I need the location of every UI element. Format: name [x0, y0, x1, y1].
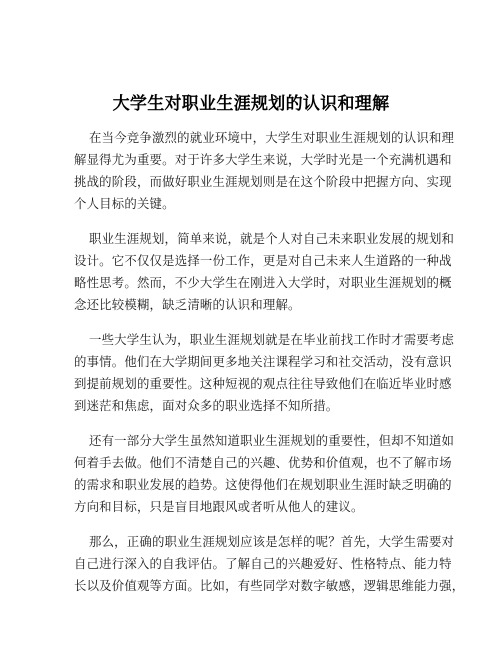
paragraph-line: 长以及价值观等方面。比如，有些同学对数字敏感，逻辑思维能力强， — [74, 578, 465, 593]
paragraph-line: 挑战的阶段，而做好职业生涯规划则是在这个阶段中把握方向、实现 — [74, 174, 452, 189]
paragraph-line: 自己进行深入的自我评估。了解自己的兴趣爱好、性格特点、能力特 — [74, 556, 452, 571]
paragraph-5 — [74, 531, 465, 597]
paragraph-3 — [74, 329, 455, 417]
paragraph-1 — [74, 127, 455, 215]
paragraph-line: 到迷茫和焦虑，面对众多的职业选择不知所措。 — [74, 398, 339, 413]
paragraph-4 — [74, 430, 455, 518]
paragraph-line: 略性思考。然而，不少大学生在刚进入大学时，对职业生涯规划的概 — [74, 275, 452, 290]
paragraph-line: 还有一部分大学生虽然知道职业生涯规划的重要性，但却不知道如 — [89, 433, 455, 448]
paragraph-line: 到提前规划的重要性。这种短视的观点往往导致他们在临近毕业时感 — [74, 376, 452, 391]
paragraph-line: 职业生涯规划，简单来说，就是个人对自己未来职业发展的规划和 — [89, 231, 455, 246]
paragraph-line: 那么，正确的职业生涯规划应该是怎样的呢？首先，大学生需要对 — [89, 534, 455, 549]
paragraph-line: 个人目标的关键。 — [74, 196, 175, 211]
document-body — [74, 127, 465, 597]
paragraph-line: 方向和目标，只是盲目地跟风或者听从他人的建议。 — [74, 499, 364, 514]
paragraph-line: 在当今竞争激烈的就业环境中，大学生对职业生涯规划的认识和理 — [89, 130, 455, 145]
paragraph-line: 一些大学生认为，职业生涯规划就是在毕业前找工作时才需要考虑 — [89, 332, 455, 347]
paragraph-line: 设计。它不仅仅是选择一份工作，更是对自己未来人生道路的一种战 — [74, 253, 452, 268]
paragraph-line: 念还比较模糊，缺乏清晰的认识和理解。 — [74, 297, 301, 312]
paragraph-line: 何着手去做。他们不清楚自己的兴趣、优势和价值观，也不了解市场 — [74, 455, 452, 470]
paragraph-line: 解显得尤为重要。对于许多大学生来说，大学时光是一个充满机遇和 — [74, 152, 452, 167]
paragraph-2 — [74, 228, 455, 316]
document-title: 大学生对职业生涯规划的认识和理解 — [112, 94, 390, 114]
paragraph-line: 的事情。他们在大学期间更多地关注课程学习和社交活动，没有意识 — [74, 354, 452, 369]
paragraph-line: 的需求和职业发展的趋势。这使得他们在规划职业生涯时缺乏明确的 — [74, 477, 452, 492]
